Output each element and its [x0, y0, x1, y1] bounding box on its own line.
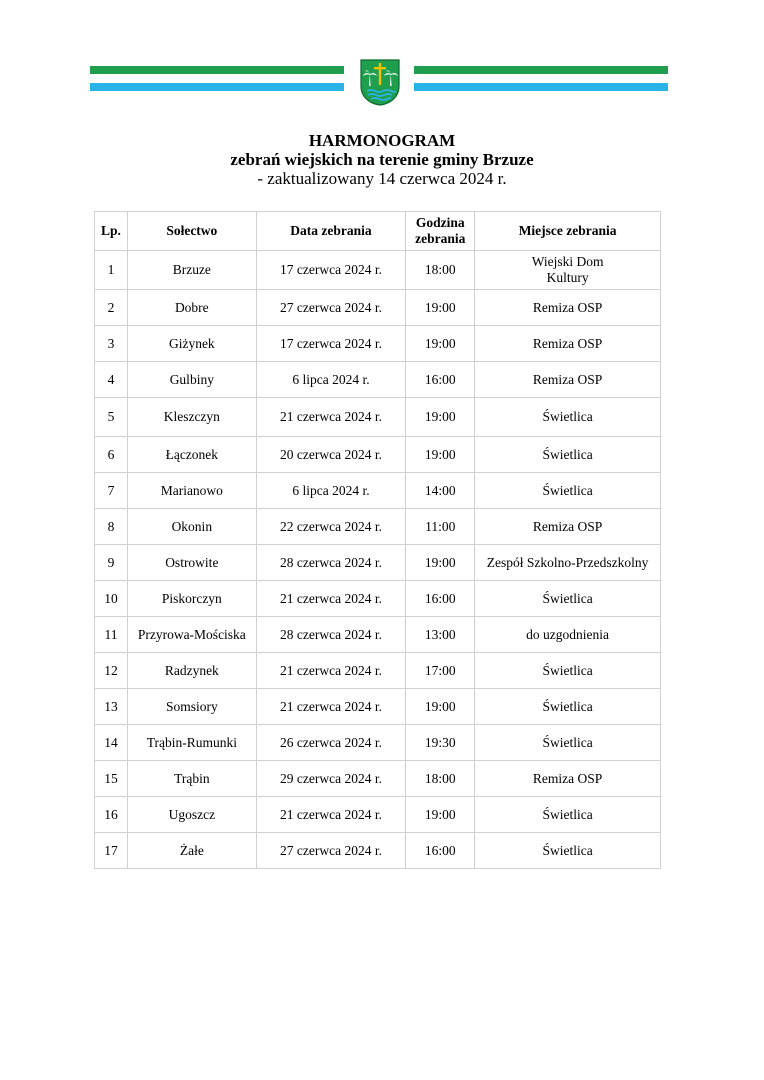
table-row	[95, 725, 661, 761]
cell-lp: 2	[95, 290, 128, 326]
table-row	[95, 509, 661, 545]
cell-lp: 12	[95, 653, 128, 689]
document-header	[0, 131, 764, 188]
cell-solectwo: Giżynek	[127, 326, 256, 362]
table-row	[95, 617, 661, 653]
table-row	[95, 362, 661, 398]
cell-data: 27 czerwca 2024 r.	[256, 833, 406, 869]
table-row	[95, 689, 661, 725]
table-row	[95, 437, 661, 473]
green-stripe-right	[414, 66, 668, 74]
cell-data: 21 czerwca 2024 r.	[256, 653, 406, 689]
cell-data: 17 czerwca 2024 r.	[256, 251, 406, 290]
cell-miejsce: Świetlica	[475, 398, 661, 437]
blue-stripe-right	[414, 83, 668, 91]
column-header-data: Data zebrania	[256, 212, 406, 251]
cell-godzina: 17:00	[406, 653, 475, 689]
cell-data: 6 lipca 2024 r.	[256, 362, 406, 398]
cell-godzina: 18:00	[406, 761, 475, 797]
cell-solectwo: Łączonek	[127, 437, 256, 473]
table-header-row	[95, 212, 661, 251]
table-row	[95, 326, 661, 362]
cell-lp: 4	[95, 362, 128, 398]
cell-godzina: 11:00	[406, 509, 475, 545]
cell-data: 22 czerwca 2024 r.	[256, 509, 406, 545]
blue-stripe-left	[90, 83, 344, 91]
cell-miejsce: Zespół Szkolno-Przedszkolny	[475, 545, 661, 581]
cell-miejsce: Świetlica	[475, 797, 661, 833]
cell-lp: 13	[95, 689, 128, 725]
cell-miejsce: do uzgodnienia	[475, 617, 661, 653]
cell-godzina: 16:00	[406, 833, 475, 869]
cell-lp: 14	[95, 725, 128, 761]
page-subtitle: zebrań wiejskich na terenie gminy Brzuze	[230, 150, 534, 169]
table-row	[95, 251, 661, 290]
cell-lp: 3	[95, 326, 128, 362]
cell-miejsce: Remiza OSP	[475, 290, 661, 326]
cell-godzina: 19:00	[406, 326, 475, 362]
table-row	[95, 761, 661, 797]
cell-solectwo: Radzynek	[127, 653, 256, 689]
cell-solectwo: Kleszczyn	[127, 398, 256, 437]
cell-miejsce: Świetlica	[475, 725, 661, 761]
cell-data: 29 czerwca 2024 r.	[256, 761, 406, 797]
cell-miejsce: Remiza OSP	[475, 362, 661, 398]
cell-data: 28 czerwca 2024 r.	[256, 545, 406, 581]
table-row	[95, 653, 661, 689]
table-row	[95, 581, 661, 617]
cell-solectwo: Dobre	[127, 290, 256, 326]
cell-solectwo: Przyrowa-Mościska	[127, 617, 256, 653]
cell-solectwo: Brzuze	[127, 251, 256, 290]
cell-solectwo: Gulbiny	[127, 362, 256, 398]
cell-miejsce: Remiza OSP	[475, 509, 661, 545]
cell-data: 21 czerwca 2024 r.	[256, 581, 406, 617]
cell-lp: 6	[95, 437, 128, 473]
green-stripe-left	[90, 66, 344, 74]
cell-godzina: 19:00	[406, 545, 475, 581]
cell-godzina: 13:00	[406, 617, 475, 653]
cell-data: 28 czerwca 2024 r.	[256, 617, 406, 653]
cell-miejsce: Wiejski Dom Kultury	[475, 251, 661, 290]
table-row	[95, 290, 661, 326]
cell-lp: 11	[95, 617, 128, 653]
cell-miejsce: Świetlica	[475, 689, 661, 725]
column-header-lp: Lp.	[95, 212, 128, 251]
cell-data: 21 czerwca 2024 r.	[256, 398, 406, 437]
cell-data: 27 czerwca 2024 r.	[256, 290, 406, 326]
table-row	[95, 398, 661, 437]
cell-solectwo: Somsiory	[127, 689, 256, 725]
cell-miejsce: Remiza OSP	[475, 761, 661, 797]
cell-solectwo: Ugoszcz	[127, 797, 256, 833]
cell-miejsce: Świetlica	[475, 473, 661, 509]
column-header-miejsce: Miejsce zebrania	[475, 212, 661, 251]
cell-miejsce: Remiza OSP	[475, 326, 661, 362]
cell-data: 17 czerwca 2024 r.	[256, 326, 406, 362]
cell-miejsce: Świetlica	[475, 581, 661, 617]
coat-of-arms-icon	[359, 58, 401, 106]
cell-godzina: 14:00	[406, 473, 475, 509]
table-row	[95, 473, 661, 509]
table-row	[95, 797, 661, 833]
cell-data: 20 czerwca 2024 r.	[256, 437, 406, 473]
cell-godzina: 19:00	[406, 689, 475, 725]
cell-solectwo: Marianowo	[127, 473, 256, 509]
cell-miejsce: Świetlica	[475, 437, 661, 473]
cell-solectwo: Okonin	[127, 509, 256, 545]
cell-solectwo: Piskorczyn	[127, 581, 256, 617]
cell-solectwo: Trąbin-Rumunki	[127, 725, 256, 761]
cell-lp: 9	[95, 545, 128, 581]
table-row	[95, 545, 661, 581]
cell-miejsce: Świetlica	[475, 833, 661, 869]
cell-lp: 17	[95, 833, 128, 869]
cell-data: 26 czerwca 2024 r.	[256, 725, 406, 761]
column-header-godzina: Godzina zebrania	[406, 212, 475, 251]
cell-lp: 16	[95, 797, 128, 833]
schedule-table	[94, 211, 661, 869]
cell-data: 21 czerwca 2024 r.	[256, 689, 406, 725]
cell-lp: 1	[95, 251, 128, 290]
cell-godzina: 19:00	[406, 437, 475, 473]
table-row	[95, 833, 661, 869]
cell-lp: 10	[95, 581, 128, 617]
page-title: HARMONOGRAM	[308, 131, 456, 150]
cell-lp: 15	[95, 761, 128, 797]
cell-godzina: 19:00	[406, 398, 475, 437]
cell-godzina: 16:00	[406, 362, 475, 398]
cell-godzina: 19:30	[406, 725, 475, 761]
cell-lp: 7	[95, 473, 128, 509]
update-note: - zaktualizowany 14 czerwca 2024 r.	[257, 169, 507, 188]
cell-lp: 5	[95, 398, 128, 437]
cell-solectwo: Żałe	[127, 833, 256, 869]
cell-godzina: 19:00	[406, 797, 475, 833]
column-header-solectwo: Sołectwo	[127, 212, 256, 251]
cell-solectwo: Trąbin	[127, 761, 256, 797]
cell-godzina: 18:00	[406, 251, 475, 290]
cell-godzina: 19:00	[406, 290, 475, 326]
cell-miejsce: Świetlica	[475, 653, 661, 689]
cell-data: 21 czerwca 2024 r.	[256, 797, 406, 833]
cell-lp: 8	[95, 509, 128, 545]
cell-godzina: 16:00	[406, 581, 475, 617]
cell-data: 6 lipca 2024 r.	[256, 473, 406, 509]
cell-solectwo: Ostrowite	[127, 545, 256, 581]
